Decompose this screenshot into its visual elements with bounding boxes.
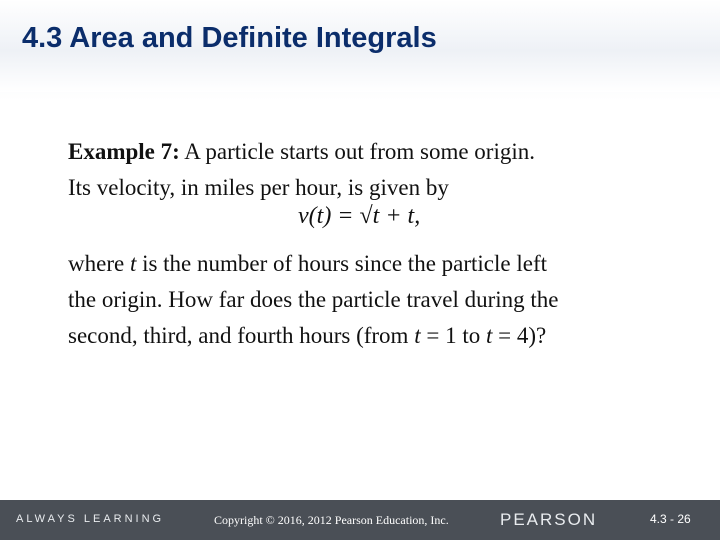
variable-t: t [129, 251, 137, 276]
line5-post: = 4)? [492, 323, 547, 348]
copyright-text: Copyright © 2016, 2012 Pearson Education, Inc. [214, 513, 449, 527]
line5-pre: second, third, and fourth hours (from [68, 323, 415, 348]
formula-line [68, 203, 688, 246]
text-line-3 [68, 246, 688, 282]
text-line-2: Its velocity, in miles per hour, is given by [68, 175, 449, 200]
text-line-5 [68, 318, 688, 354]
line3-pre: where [68, 251, 130, 276]
variable-t: t [485, 323, 493, 348]
example-text [68, 134, 688, 354]
text-line-4: the origin. How far does the particle travel during the [68, 287, 559, 312]
example-label: Example 7: [68, 139, 180, 164]
text-line-1 [68, 134, 688, 170]
line1-rest: A particle starts out from some origin. [184, 139, 535, 164]
line5-mid: = 1 to [420, 323, 486, 348]
slide-title: 4.3 Area and Definite Integrals [22, 22, 437, 54]
variable-t: t [414, 323, 421, 348]
page-number: 4.3 - 26 [650, 512, 691, 526]
footer-bar [0, 500, 720, 540]
footer-tagline: ALWAYS LEARNING [16, 513, 165, 525]
pearson-logo: PEARSON [500, 510, 598, 529]
line3-post: is the number of hours since the particle left [136, 251, 548, 276]
velocity-formula: v(t) = √t + t, [298, 203, 421, 229]
